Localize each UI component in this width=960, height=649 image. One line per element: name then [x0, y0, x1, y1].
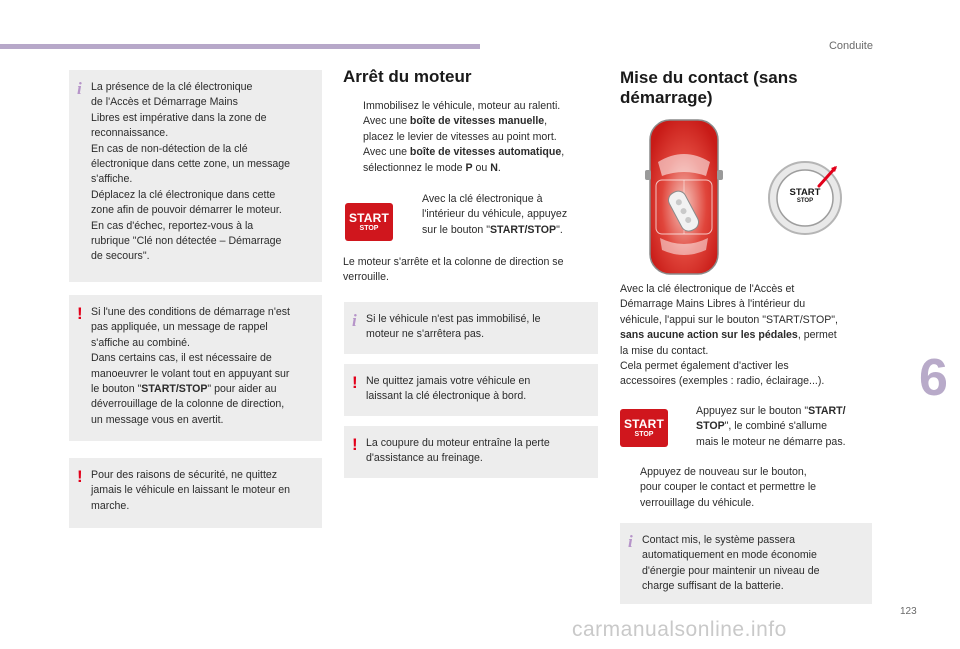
- electronic-key-icon: [666, 186, 702, 238]
- warning-box-brake-assist: [344, 426, 598, 478]
- list-item: [402, 192, 602, 238]
- illustration-stop-label: STOP: [796, 198, 814, 204]
- start-stop-badge-icon: [620, 409, 668, 447]
- text-line: déverrouillage de la colonne de direction,: [91, 398, 285, 411]
- text-line: un message vous en avertit.: [91, 413, 224, 426]
- text-line: zone afin de pouvoir démarrer le moteur.: [91, 204, 282, 217]
- text-fragment: sélectionnez le mode: [363, 161, 466, 174]
- list-item: [620, 465, 880, 511]
- text-line: verrouillage du véhicule.: [640, 496, 755, 509]
- info-box-energy-saving: [620, 523, 872, 604]
- page-number: 123: [900, 606, 917, 617]
- warning-icon: !: [77, 304, 83, 323]
- text-line: La coupure du moteur entraîne la perte: [366, 437, 550, 449]
- warning-icon: !: [352, 373, 358, 392]
- ignition-off-step: [620, 465, 880, 511]
- text-line: Appuyez de nouveau sur le bouton,: [640, 466, 807, 478]
- heading-ignition-on: [620, 68, 798, 108]
- text-fragment: N: [490, 161, 498, 174]
- text-line: Avec la clé électronique à: [422, 193, 543, 205]
- button-name: STOP: [696, 420, 725, 433]
- text-fragment: ,: [544, 115, 548, 128]
- text-line: Déplacez la clé électronique dans cette: [91, 188, 276, 201]
- heading-line: Mise du contact (sans: [620, 68, 798, 87]
- info-icon: i: [352, 311, 357, 330]
- text-line: véhicule, l'appui sur le bouton "START/STOP",: [620, 313, 838, 326]
- text-line: reconnaissance.: [91, 127, 169, 140]
- warning-icon: !: [77, 467, 83, 486]
- text-line: En cas de non-détection de la clé: [91, 142, 248, 155]
- list-item: [343, 145, 608, 176]
- ignition-on-press-step: [676, 404, 876, 450]
- engine-stop-steps: [343, 99, 608, 176]
- text-line: laissant la clé électronique à bord.: [366, 390, 527, 403]
- warning-box-key-aboard: [344, 364, 598, 416]
- badge-label: STOP: [634, 431, 654, 438]
- text-fragment: Appuyez sur le bouton ": [696, 405, 809, 417]
- text-line: Si le véhicule n'est pas immobilisé, le: [366, 313, 541, 325]
- text-line: d'assistance au freinage.: [366, 452, 483, 465]
- text-fragment: ,: [561, 146, 565, 159]
- section-title: Conduite: [828, 40, 873, 52]
- text-line: jamais le véhicule en laissant le moteur en: [91, 484, 291, 497]
- text-fragment: sur le bouton ": [422, 223, 490, 236]
- text-line: s'affiche au combiné.: [91, 336, 190, 349]
- text-line: Démarrage Mains Libres à l'intérieur du: [620, 298, 806, 311]
- text-line: Immobilisez le véhicule, moteur au ralenti.: [363, 100, 561, 112]
- text-line: En cas d'échec, reportez-vous à la: [91, 219, 254, 232]
- info-box-not-immobilised: [344, 302, 598, 354]
- ignition-on-description: [620, 282, 880, 390]
- text-fragment: ", le combiné s'allume: [724, 420, 828, 433]
- text-line: électronique dans cette zone, un message: [91, 158, 291, 171]
- text-line: s'affiche.: [91, 173, 133, 186]
- text-line: de l'Accès et Démarrage Mains: [91, 96, 238, 109]
- heading-line: démarrage): [620, 88, 713, 107]
- text-line: moteur ne s'arrêtera pas.: [366, 328, 485, 341]
- illustration-start-label: START: [789, 187, 821, 198]
- text-fragment: , permet: [797, 329, 837, 342]
- text-line: rubrique "Clé non détectée – Démarrage: [91, 235, 282, 248]
- info-icon: i: [77, 79, 82, 98]
- text-fragment: le bouton ": [91, 383, 142, 396]
- text-fragment: boîte de vitesses automatique: [409, 146, 562, 159]
- button-name: START/STOP: [489, 223, 557, 236]
- text-fragment: ou: [472, 161, 491, 174]
- text-fragment: ".: [556, 223, 563, 236]
- text-line: Cela permet également d'activer les: [620, 360, 789, 373]
- heading-engine-stop: Arrêt du moteur: [343, 67, 472, 86]
- text-line: Ne quittez jamais votre véhicule en: [366, 375, 531, 387]
- text-line: l'intérieur du véhicule, appuyez: [422, 208, 568, 221]
- text-line: d'énergie pour maintenir un niveau de: [642, 564, 820, 577]
- header-accent-bar: [0, 44, 480, 49]
- text-line: marche.: [91, 499, 130, 512]
- text-line: Le moteur s'arrête et la colonne de direction se: [343, 256, 564, 268]
- text-line: Libres est impérative dans la zone de: [91, 111, 267, 124]
- text-line: la mise du contact.: [620, 344, 709, 357]
- text-fragment: sans aucune action sur les pédales: [620, 329, 798, 342]
- badge-label: START: [623, 417, 665, 431]
- text-line: automatiquement en mode économie: [642, 549, 817, 562]
- info-box-key-presence: [69, 70, 322, 282]
- info-icon: i: [628, 532, 633, 551]
- text-line: La présence de la clé électronique: [91, 81, 253, 93]
- warning-box-safety: [69, 458, 322, 528]
- text-fragment: P: [465, 161, 473, 174]
- text-line: Contact mis, le système passera: [642, 534, 796, 546]
- text-line: [620, 328, 880, 343]
- text-line: [91, 382, 314, 397]
- text-line: placez le levier de vitesses au point mort.: [363, 130, 557, 143]
- text-fragment: Avec une: [363, 115, 410, 128]
- badge-label: STOP: [359, 225, 379, 232]
- text-line: mais le moteur ne démarre pas.: [696, 435, 846, 448]
- button-name: START/STOP: [141, 383, 208, 396]
- text-fragment: " pour aider au: [207, 383, 277, 396]
- badge-label: START: [348, 211, 390, 225]
- list-item: [343, 99, 608, 114]
- text-line: Si l'une des conditions de démarrage n'est: [91, 306, 290, 318]
- button-name: START/: [808, 405, 846, 417]
- text-line: accessoires (exemples : radio, éclairage...).: [620, 375, 825, 388]
- text-line: pas appliquée, un message de rappel: [91, 321, 268, 334]
- text-line: pour couper le contact et permettre le: [640, 481, 817, 494]
- warning-icon: !: [352, 435, 358, 454]
- chapter-number: 6: [919, 349, 948, 407]
- text-line: verrouille.: [343, 271, 389, 284]
- watermark: carmanualsonline.info: [572, 618, 787, 641]
- text-line: manoeuvrer le volant tout en appuyant sur: [91, 367, 290, 380]
- start-stop-badge-icon: [345, 203, 393, 241]
- text-line: Avec la clé électronique de l'Accès et: [620, 283, 795, 295]
- engine-stop-press-step: [402, 192, 602, 238]
- text-fragment: .: [497, 161, 501, 174]
- engine-stop-result: [343, 255, 608, 286]
- text-line: Pour des raisons de sécurité, ne quittez: [91, 469, 278, 481]
- text-fragment: boîte de vitesses manuelle: [409, 115, 545, 128]
- text-fragment: Avec une: [363, 146, 410, 159]
- text-line: charge suffisant de la batterie.: [642, 580, 784, 593]
- list-item: [343, 114, 608, 145]
- list-item: [676, 404, 876, 450]
- text-line: Dans certains cas, il est nécessaire de: [91, 352, 272, 365]
- warning-box-start-conditions: [69, 295, 322, 441]
- text-line: de secours".: [91, 250, 150, 263]
